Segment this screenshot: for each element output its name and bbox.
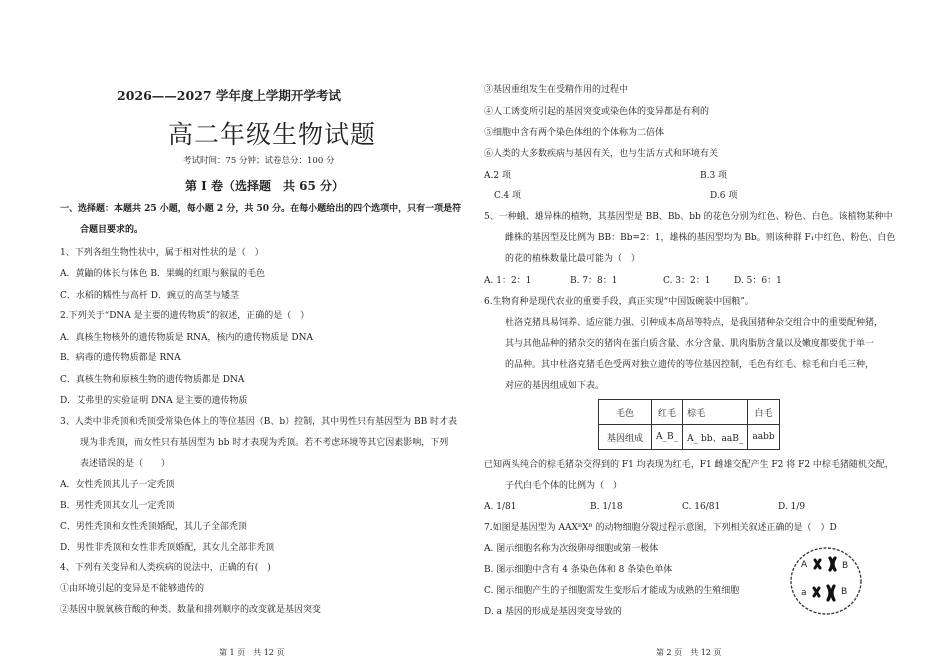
option-a: A. 1/81 bbox=[484, 502, 517, 512]
question-3: 3、人类中非秃顶和秃顶受常染色体上的等位基因（B、b）控制，其中男性只有基因型为 BB 时才表 bbox=[60, 417, 458, 427]
question-6-cont: 对应的基因组成如下表。 bbox=[505, 381, 605, 391]
question-6: 6.生物育种是现代农业的重要手段，真正实现“中国饭碗装中国粮”。 bbox=[484, 297, 754, 307]
chromosome bbox=[814, 588, 819, 596]
statement-6: ⑥人类的大多数疾病与基因有关，也与生活方式和环境有关 bbox=[484, 149, 719, 159]
question-6-cont: 子代白毛个体的比例为（ ） bbox=[505, 481, 623, 491]
instructions-line: 合题目要求的。 bbox=[80, 225, 144, 235]
gene-label: B bbox=[842, 561, 849, 571]
table-cell: A_ bb、aaB_ bbox=[683, 425, 748, 450]
option-a: A．真核生物核外的遗传物质是 RNA，核内的遗传物质是 DNA bbox=[60, 333, 313, 343]
question-7: 7.如图是基因型为 AAXᴮXᴮ 的动物细胞分裂过程示意图，下列相关叙述正确的是（ ）D bbox=[484, 523, 837, 533]
table-cell: 红毛 bbox=[652, 400, 683, 425]
question-6-cont: 杜洛克猪具易饲养、适应能力强、引种成本高昂等特点，是我国猪种杂交组合中的重要配种猪， bbox=[505, 318, 884, 328]
table-cell: 棕毛 bbox=[683, 400, 748, 425]
option-d: D. 5：6：1 bbox=[734, 276, 782, 286]
question-6-cont: 已知两头纯合的棕毛猪杂交得到的 F1 均表现为红毛，F1 雌雄交配产生 F2 将 F2 中棕毛猪随机交配， bbox=[484, 460, 894, 470]
exam-header: 2026——2027 学年度上学期开学考试 bbox=[117, 88, 341, 103]
option-a: A．女性秃顶其儿子一定秃顶 bbox=[60, 480, 175, 490]
table-row bbox=[599, 425, 780, 450]
option-d: D. 1/9 bbox=[778, 502, 806, 512]
question-5-cont: 雌株的基因型及比例为 BB：Bb=2：1，雄株的基因型均为 Bb。则该种群 F₁中红色、粉色、白色 bbox=[505, 233, 896, 243]
question-6-cont: 其与其他品种的猪杂交的猪肉在蛋白质含量、水分含量、肌肉脂肪含量以及嫩度都要优于单一 bbox=[505, 339, 875, 349]
option-b: B.3 项 bbox=[700, 171, 728, 181]
option-b: B. 7：8：1 bbox=[570, 276, 618, 286]
question-6-cont: 的品种。其中杜洛克猪毛色受两对独立遗传的等位基因控制，毛色有红毛、棕毛和白毛三种， bbox=[505, 360, 875, 370]
option-b: B．男性秃顶其女儿一定秃顶 bbox=[60, 501, 175, 511]
option-c: C.4 项 bbox=[494, 191, 522, 201]
option-c: C．男性秃顶和女性秃顶婚配，其儿子全部秃顶 bbox=[60, 522, 247, 532]
exam-info: 考试时间：75 分钟；试卷总分：100 分 bbox=[183, 156, 335, 166]
option-a: A. 1：2：1 bbox=[484, 276, 532, 286]
chromosome bbox=[830, 558, 835, 570]
chromosome bbox=[815, 560, 820, 568]
option-c: C. 图示细胞产生的子细胞需发生变形后才能成为成熟的生殖细胞 bbox=[484, 586, 740, 596]
gene-label: a bbox=[801, 588, 807, 598]
statement-4: ④人工诱变所引起的基因突变或染色体的变异都是有利的 bbox=[484, 107, 710, 117]
statement-5: ⑤细胞中含有两个染色体组的个体称为二倍体 bbox=[484, 128, 665, 138]
question-1: 1、下列各组生物性状中，属于相对性状的是（ ） bbox=[60, 248, 264, 258]
option-line: C．水稻的糯性与高杆 D．豌豆的高茎与矮茎 bbox=[60, 291, 239, 301]
option-a: A. 图示细胞名称为次级卵母细胞或第一极体 bbox=[484, 544, 659, 554]
option-a: A.2 项 bbox=[484, 171, 511, 181]
question-3-cont: 表述错误的是（ ） bbox=[80, 459, 171, 469]
option-c: C．真核生物和原核生物的遗传物质都是 DNA bbox=[60, 375, 245, 385]
option-d: D.6 项 bbox=[710, 191, 738, 201]
instructions-line: 一、选择题：本题共 25 小题，每小题 2 分，共 50 分。在每小题给出的四个选项中，只有一项是符 bbox=[60, 204, 462, 214]
option-b: B．病毒的遗传物质都是 RNA bbox=[60, 353, 181, 363]
question-5-cont: 的花的植株数量比最可能为（ ） bbox=[505, 254, 641, 264]
cell-diagram bbox=[788, 544, 864, 618]
cell-membrane bbox=[791, 548, 861, 614]
statement-1: ①由环境引起的变异是不能够遗传的 bbox=[60, 584, 205, 594]
page-footer: 第 1 页 共 12 页 bbox=[219, 648, 285, 657]
gene-label: A bbox=[801, 560, 808, 570]
table-cell: 毛色 bbox=[599, 400, 652, 425]
table-cell: A_B_ bbox=[652, 425, 683, 450]
page-title: 高二年级生物试题 bbox=[168, 120, 377, 149]
option-c: C. 3：2：1 bbox=[663, 276, 711, 286]
section-heading: 第 I 卷（选择题 共 65 分） bbox=[185, 179, 345, 193]
statement-2: ②基因中脱氧核苷酸的种类、数量和排列顺序的改变就是基因突变 bbox=[60, 605, 322, 615]
gene-label: B bbox=[841, 587, 848, 597]
option-d: D．艾弗里的实验证明 DNA 是主要的遗传物质 bbox=[60, 396, 248, 406]
table-row bbox=[599, 400, 780, 425]
option-b: B. 1/18 bbox=[590, 502, 623, 512]
option-d: D．男性非秃顶和女性非秃顶婚配，其女儿全部非秃顶 bbox=[60, 543, 275, 553]
option-line: A．黄鼬的体长与体色 B．果蝇的红眼与猴鼠的毛色 bbox=[60, 269, 265, 279]
chromosome bbox=[828, 586, 834, 600]
question-3-cont: 现为非秃顶，而女性只有基因型为 bb 时才表现为秃顶。若不考虑环境等其它因素影响，下列 bbox=[80, 438, 449, 448]
table-cell: 基因组成 bbox=[599, 425, 652, 450]
genotype-table bbox=[598, 399, 780, 450]
question-2: 2.下列关于“DNA 是主要的遗传物质”的叙述，正确的是（ ） bbox=[60, 311, 310, 321]
option-b: B. 图示细胞中含有 4 条染色体和 8 条染色单体 bbox=[484, 565, 673, 575]
page-footer: 第 2 页 共 12 页 bbox=[656, 648, 722, 657]
table-cell: aabb bbox=[748, 425, 779, 450]
option-d: D. a 基因的形成是基因突变导致的 bbox=[484, 607, 622, 617]
option-c: C. 16/81 bbox=[682, 502, 721, 512]
table-cell: 白毛 bbox=[748, 400, 779, 425]
question-5: 5、一种蛾、雄异株的植物，其基因型是 BB、Bb、bb 的花色分别为红色、粉色、白色。该植物某种中 bbox=[484, 212, 893, 222]
question-4: 4、下列有关变异和人类疾病的说法中，正确的有( ) bbox=[60, 563, 271, 573]
statement-3: ③基因重组发生在受精作用的过程中 bbox=[484, 85, 629, 95]
